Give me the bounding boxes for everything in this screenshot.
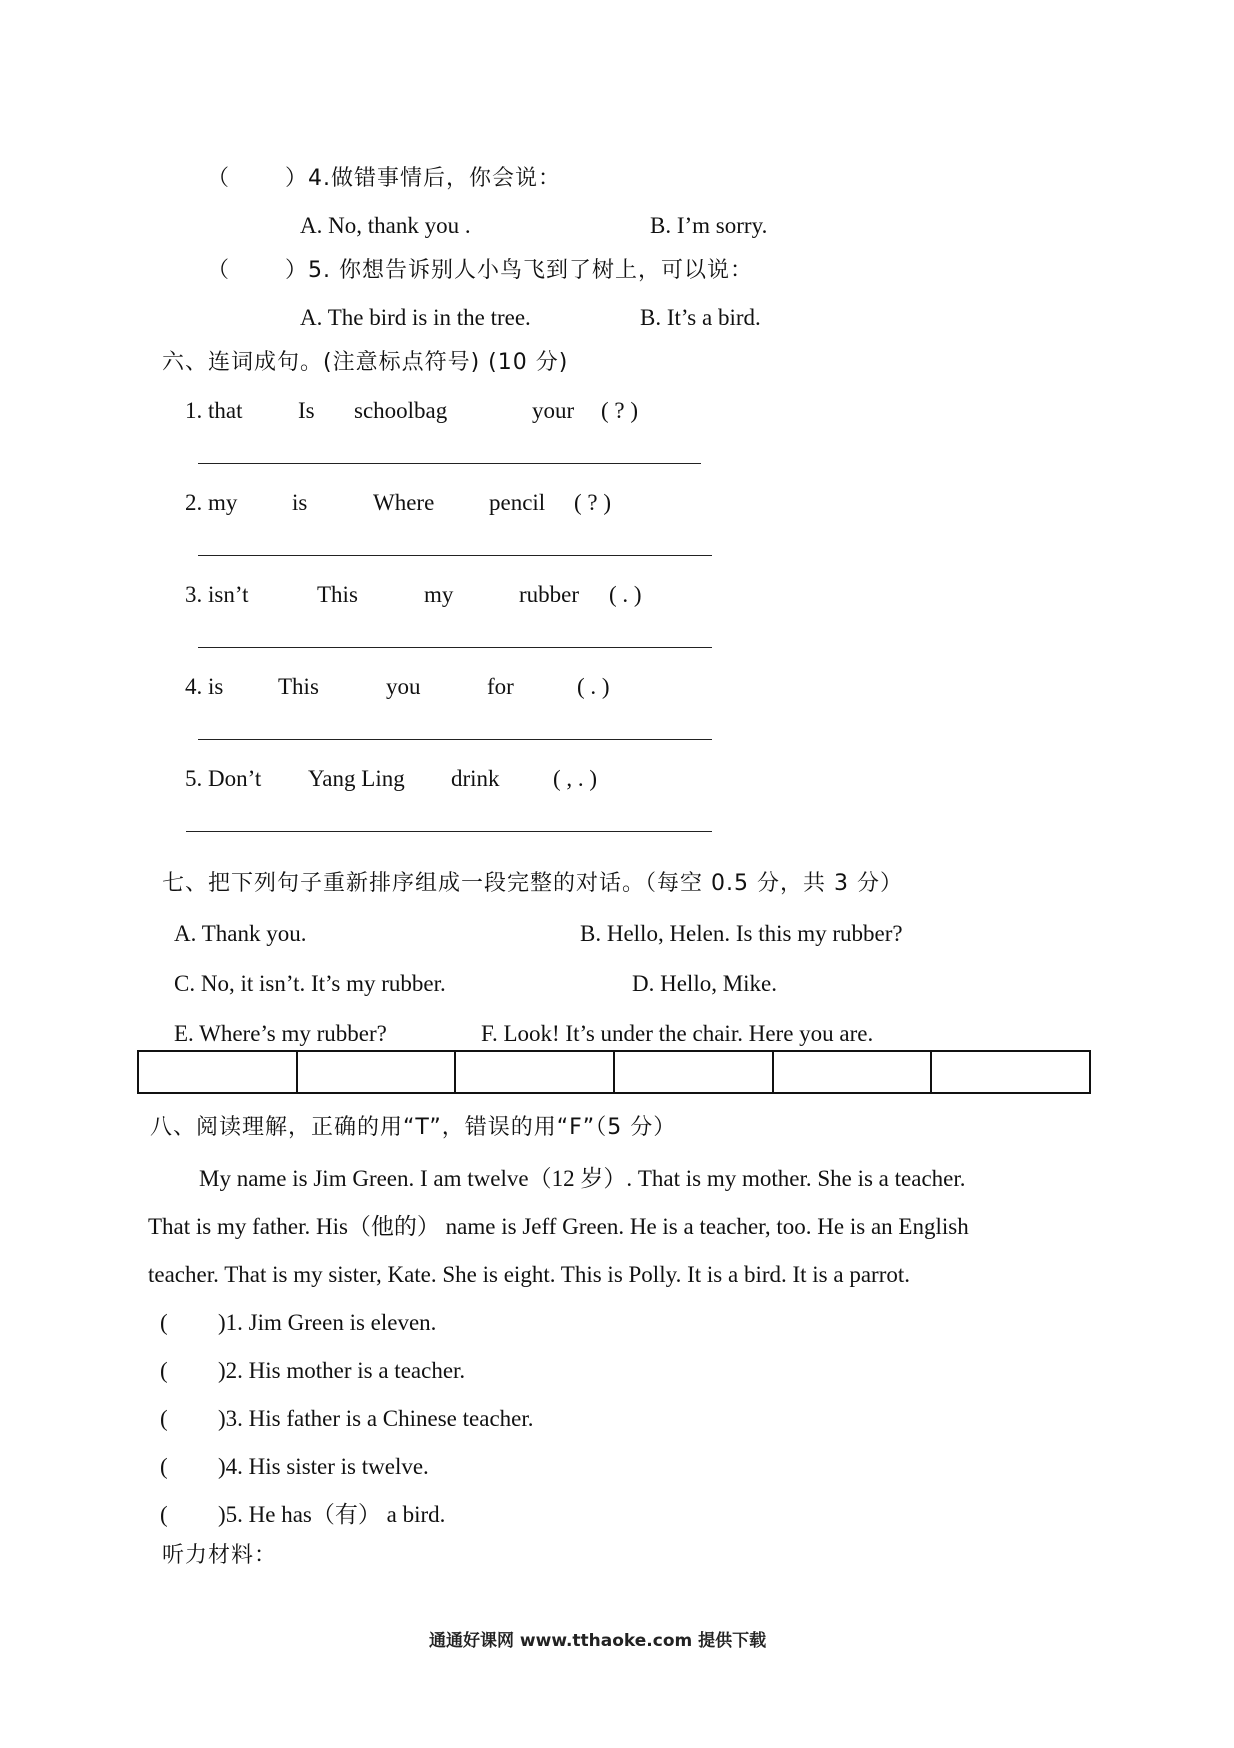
passage-line: That is my father. His（他的） name is Jeff Green. He is a teacher, too. He is an English [148, 1214, 969, 1239]
s6-q2-answer-line[interactable] [198, 555, 712, 556]
q5-paren-close: ） [285, 258, 309, 283]
s7-answer-cell[interactable] [455, 1051, 614, 1093]
s7-option-d: D. Hello, Mike. [632, 971, 778, 996]
s8-q1-text: )1. Jim Green is eleven. [218, 1310, 437, 1335]
s7-answer-table [137, 1050, 1091, 1094]
q4-paren-open: （ [207, 166, 231, 191]
s7-answer-cell[interactable] [297, 1051, 456, 1093]
s6-q5-answer-line[interactable] [186, 831, 712, 832]
s7-option-e: E. Where’s my rubber? [174, 1021, 387, 1046]
s6-q1-word: Is [298, 398, 315, 423]
s8-q4-paren: ( [160, 1454, 168, 1479]
q4-stem: 4.做错事情后，你会说： [308, 166, 561, 191]
q4-option-a: A. No, thank you . [300, 213, 471, 238]
s6-q3-answer-line[interactable] [198, 647, 712, 648]
s6-q2-num: 2. my [185, 490, 238, 515]
s6-q2-word: pencil [489, 490, 546, 515]
s7-answer-cell[interactable] [614, 1051, 773, 1093]
s8-q3-paren: ( [160, 1406, 168, 1431]
s6-q3-word: rubber [519, 582, 580, 607]
s6-q5-word: drink [451, 766, 500, 791]
s8-q3-text: )3. His father is a Chinese teacher. [218, 1406, 534, 1431]
s8-q2-paren: ( [160, 1358, 168, 1383]
s7-answer-cell[interactable] [773, 1051, 932, 1093]
s6-q4-num: 4. is [185, 674, 224, 699]
s8-q5-paren: ( [160, 1502, 168, 1527]
s6-q1-answer-line[interactable] [198, 463, 701, 464]
q5-option-b: B. It’s a bird. [640, 305, 761, 330]
s6-q4-punct: ( . ) [577, 674, 610, 699]
s6-q4-word: you [386, 674, 421, 699]
q5-paren-open: （ [207, 258, 231, 283]
s8-q1-paren: ( [160, 1310, 168, 1335]
s6-q1-punct: ( ? ) [601, 398, 639, 423]
s7-option-c: C. No, it isn’t. It’s my rubber. [174, 971, 446, 996]
section6-title: 六、连词成句。(注意标点符号) (10 分) [162, 350, 569, 375]
s6-q3-num: 3. isn’t [185, 582, 249, 607]
s7-option-f: F. Look! It’s under the chair. Here you are. [481, 1021, 874, 1046]
s6-q5-num: 5. Don’t [185, 766, 262, 791]
s6-q2-punct: ( ? ) [574, 490, 612, 515]
s6-q2-word: is [292, 490, 308, 515]
s8-q5-text: )5. He has（有） a bird. [218, 1502, 446, 1527]
s7-option-b: B. Hello, Helen. Is this my rubber? [580, 921, 903, 946]
listening-label: 听力材料： [162, 1543, 278, 1568]
passage-line: teacher. That is my sister, Kate. She is eight. This is Polly. It is a bird. It is a parrot. [148, 1262, 911, 1287]
q4-option-b: B. I’m sorry. [650, 213, 768, 238]
s6-q3-punct: ( . ) [609, 582, 642, 607]
s8-q2-text: )2. His mother is a teacher. [218, 1358, 466, 1383]
s6-q4-word: for [487, 674, 514, 699]
s6-q3-word: my [424, 582, 454, 607]
s6-q1-num: 1. that [185, 398, 243, 423]
s6-q5-word: Yang Ling [308, 766, 405, 791]
section7-title: 七、把下列句子重新排序组成一段完整的对话。（每空 0.5 分，共 3 分） [162, 871, 903, 896]
q4-paren-close: ） [285, 166, 309, 191]
passage-line: My name is Jim Green. I am twelve（12 岁）. That is my mother. She is a teacher. [199, 1166, 966, 1191]
s8-q4-text: )4. His sister is twelve. [218, 1454, 429, 1479]
s6-q1-word: your [532, 398, 575, 423]
s6-q1-word: schoolbag [354, 398, 448, 423]
s7-answer-cell[interactable] [931, 1051, 1090, 1093]
section8-title: 八、阅读理解，正确的用“T”，错误的用“F”（5 分） [150, 1115, 677, 1140]
page-footer: 通通好课网 www.tthaoke.com 提供下载 [429, 1631, 767, 1651]
s7-option-a: A. Thank you. [174, 921, 307, 946]
q5-stem: 5. 你想告诉别人小鸟飞到了树上，可以说： [308, 258, 753, 283]
s7-answer-cell[interactable] [138, 1051, 297, 1093]
s6-q5-punct: ( , . ) [553, 766, 598, 791]
s6-q4-answer-line[interactable] [198, 739, 712, 740]
q5-option-a: A. The bird is in the tree. [300, 305, 531, 330]
s6-q4-word: This [278, 674, 319, 699]
s6-q2-word: Where [373, 490, 435, 515]
s6-q3-word: This [317, 582, 358, 607]
